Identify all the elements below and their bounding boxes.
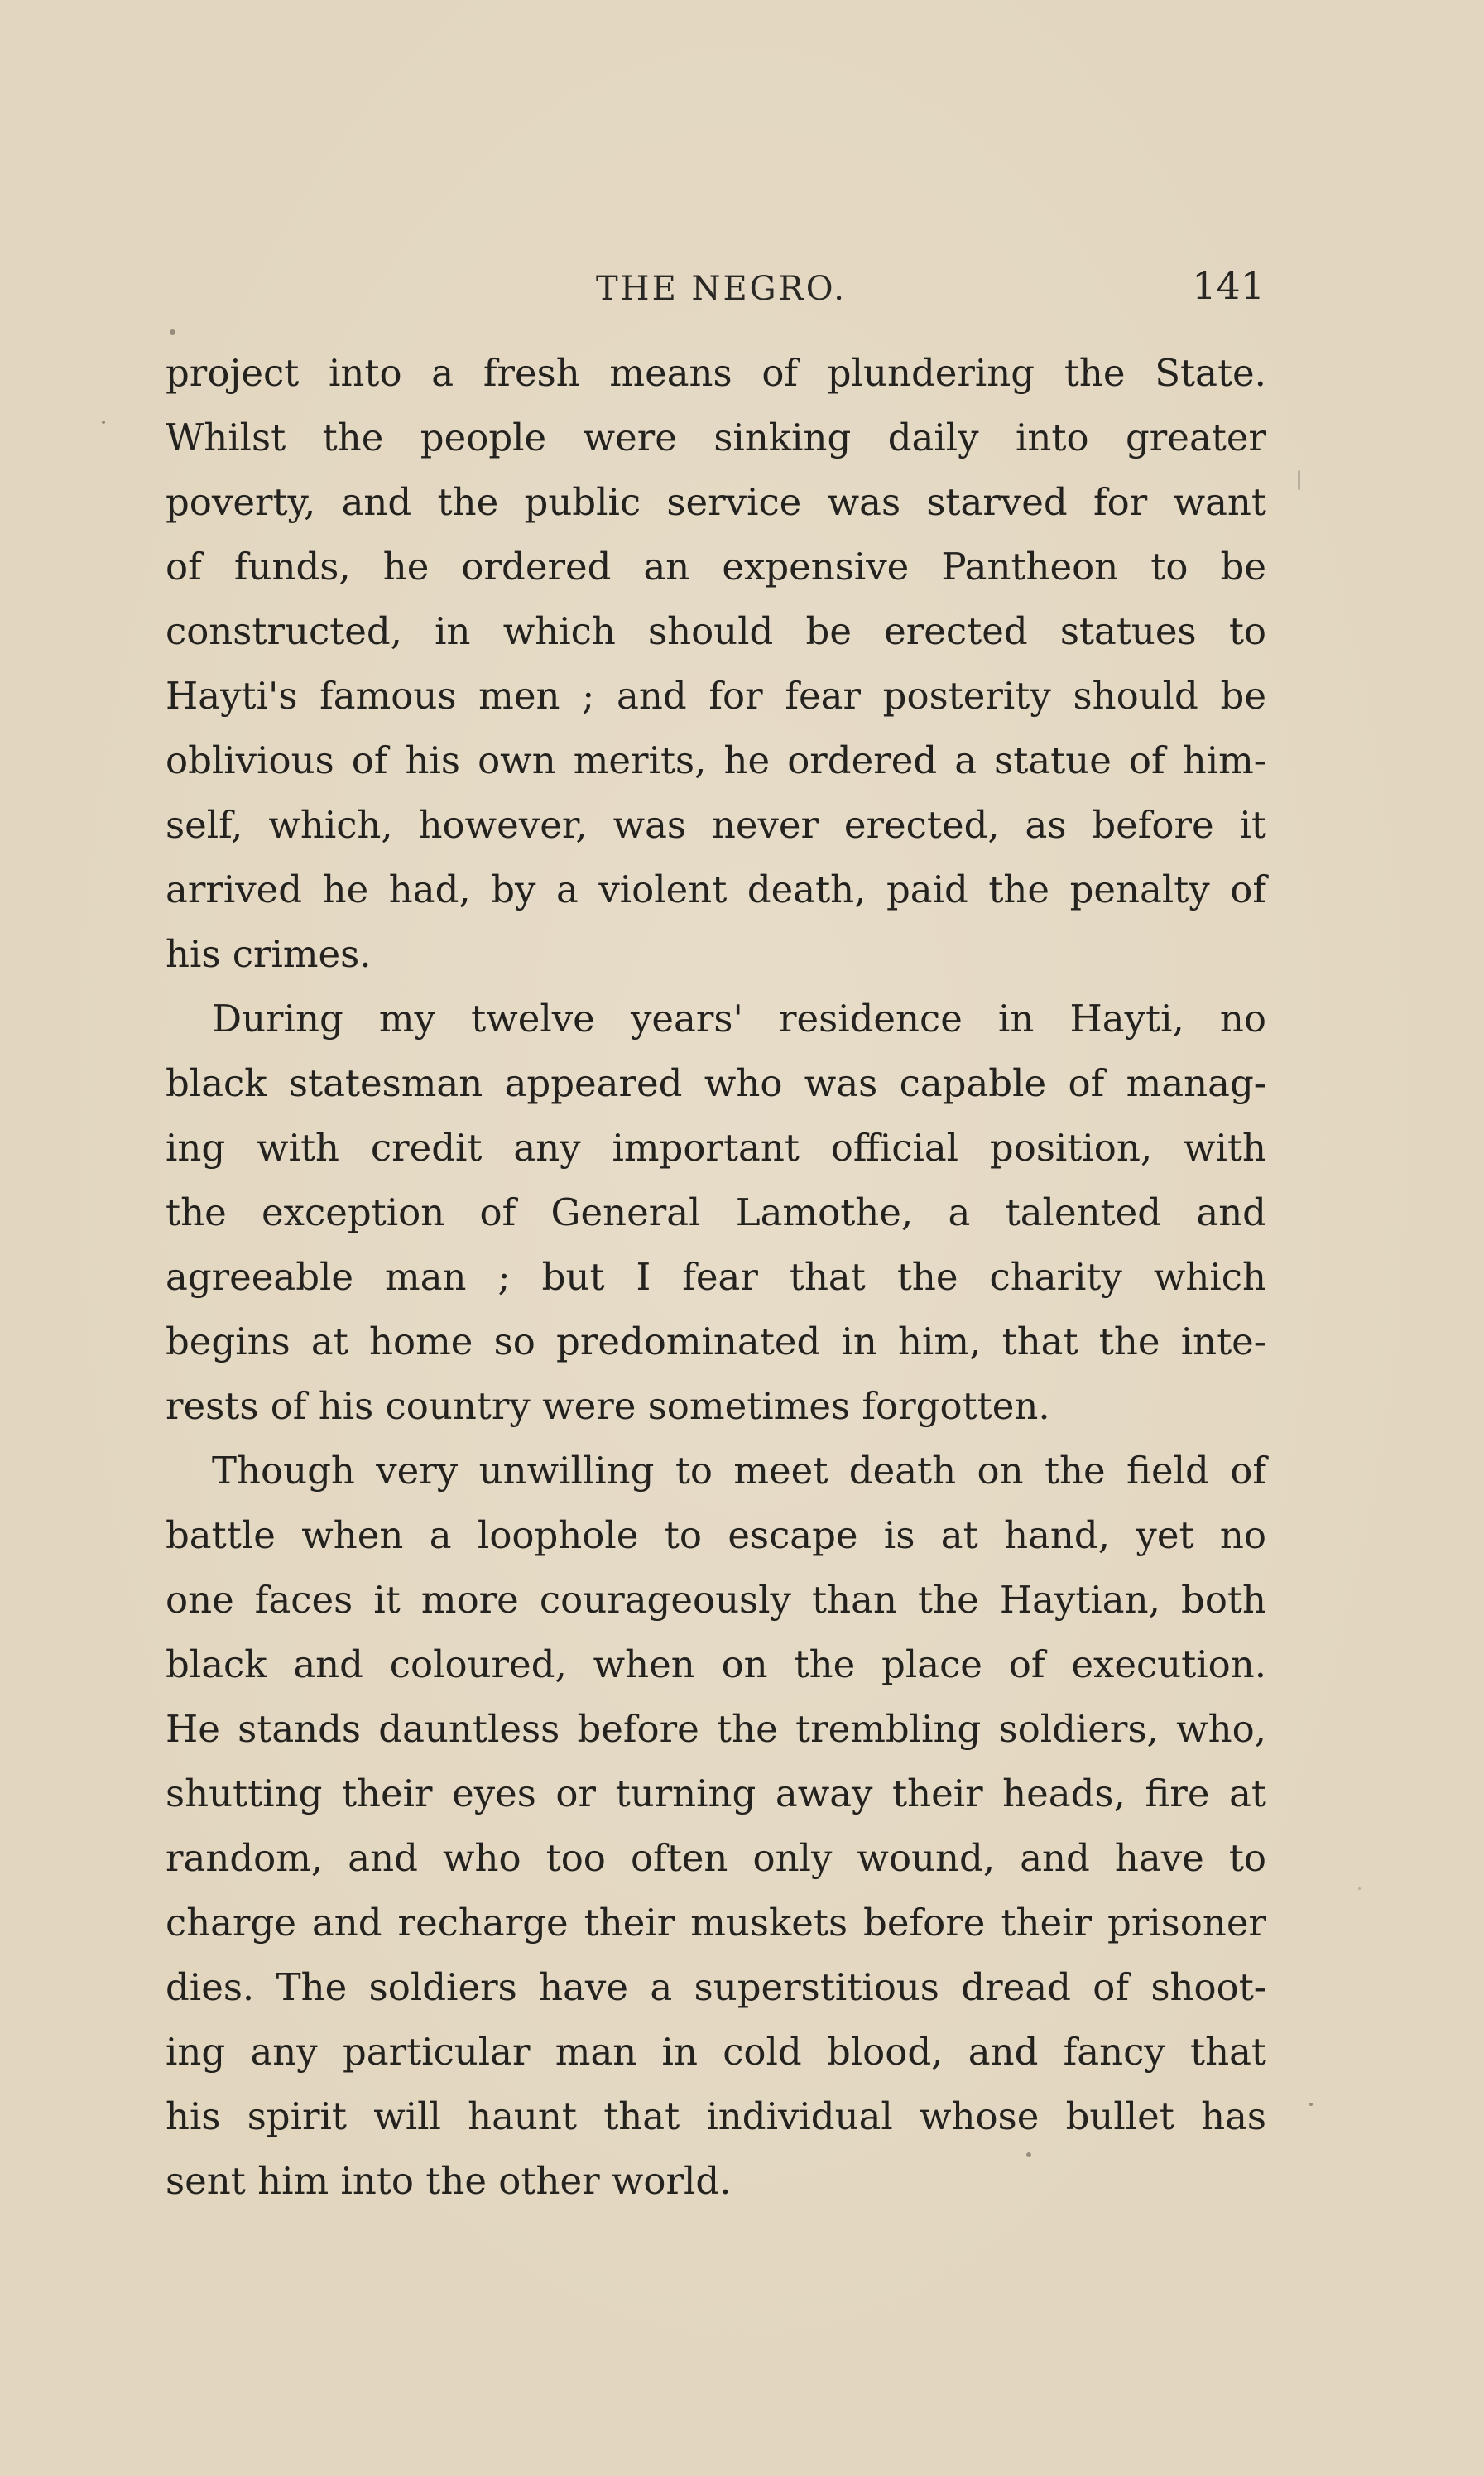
text-line: oblivious of his own merits, he ordered a statue of him-: [166, 738, 1266, 782]
text-line: his spirit will haunt that individual whose bullet has: [166, 2094, 1266, 2138]
text-line: random, and who too often only wound, and have to: [166, 1836, 1266, 1880]
paper-speck: [102, 421, 105, 424]
text-line: begins at home so predominated in him, that the inte-: [166, 1320, 1266, 1363]
text-line: charge and recharge their muskets before their prisoner: [166, 1901, 1266, 1945]
text-line: Whilst the people were sinking daily into greater: [166, 416, 1266, 459]
paper-speck: [170, 329, 175, 335]
text-line: constructed, in which should be erected statues to: [166, 609, 1266, 653]
text-line: Hayti's famous men ; and for fear posterity should be: [166, 674, 1266, 718]
text-line: one faces it more courageously than the Haytian, both: [166, 1578, 1266, 1622]
text-line: black statesman appeared who was capable of manag-: [166, 1061, 1266, 1105]
paper-speck: [1298, 470, 1300, 490]
running-head: THE NEGRO.: [596, 270, 847, 308]
page-number: 141: [1192, 263, 1265, 308]
text-line: his crimes.: [166, 932, 372, 976]
text-line: ing with credit any important official position, with: [166, 1126, 1266, 1170]
text-line: dies. The soldiers have a superstitious dread of shoot-: [166, 1965, 1266, 2009]
paragraph-start-line: Though very unwilling to meet death on the field of: [212, 1449, 1266, 1493]
text-line: the exception of General Lamothe, a talented and: [166, 1190, 1266, 1234]
text-line: arrived he had, by a violent death, paid the penalty of: [166, 868, 1266, 911]
paper-speck: [1309, 2103, 1313, 2106]
page-header: [166, 263, 1266, 313]
text-line: He stands dauntless before the trembling soldiers, who,: [166, 1707, 1266, 1751]
text-line: agreeable man ; but I fear that the charity which: [166, 1255, 1266, 1299]
text-line: sent him into the other world.: [166, 2159, 732, 2203]
paper-speck: [1026, 2152, 1031, 2157]
text-line: of funds, he ordered an expensive Pantheon to be: [166, 545, 1266, 589]
text-line: battle when a loophole to escape is at hand, yet no: [166, 1513, 1266, 1557]
paragraph-start-line: During my twelve years' residence in Hayti, no: [212, 997, 1266, 1041]
text-line: poverty, and the public service was starved for want: [166, 480, 1266, 524]
text-line: ing any particular man in cold blood, and fancy that: [166, 2030, 1266, 2074]
text-line: rests of his country were sometimes forgotten.: [166, 1384, 1050, 1428]
text-line: self, which, however, was never erected, as before it: [166, 803, 1266, 847]
body-text: [166, 341, 1266, 2214]
paper-speck: [1358, 1887, 1361, 1890]
text-line: project into a fresh means of plundering the State.: [166, 351, 1266, 395]
text-line: shutting their eyes or turning away their heads, fire at: [166, 1772, 1266, 1815]
text-line: black and coloured, when on the place of execution.: [166, 1642, 1266, 1686]
